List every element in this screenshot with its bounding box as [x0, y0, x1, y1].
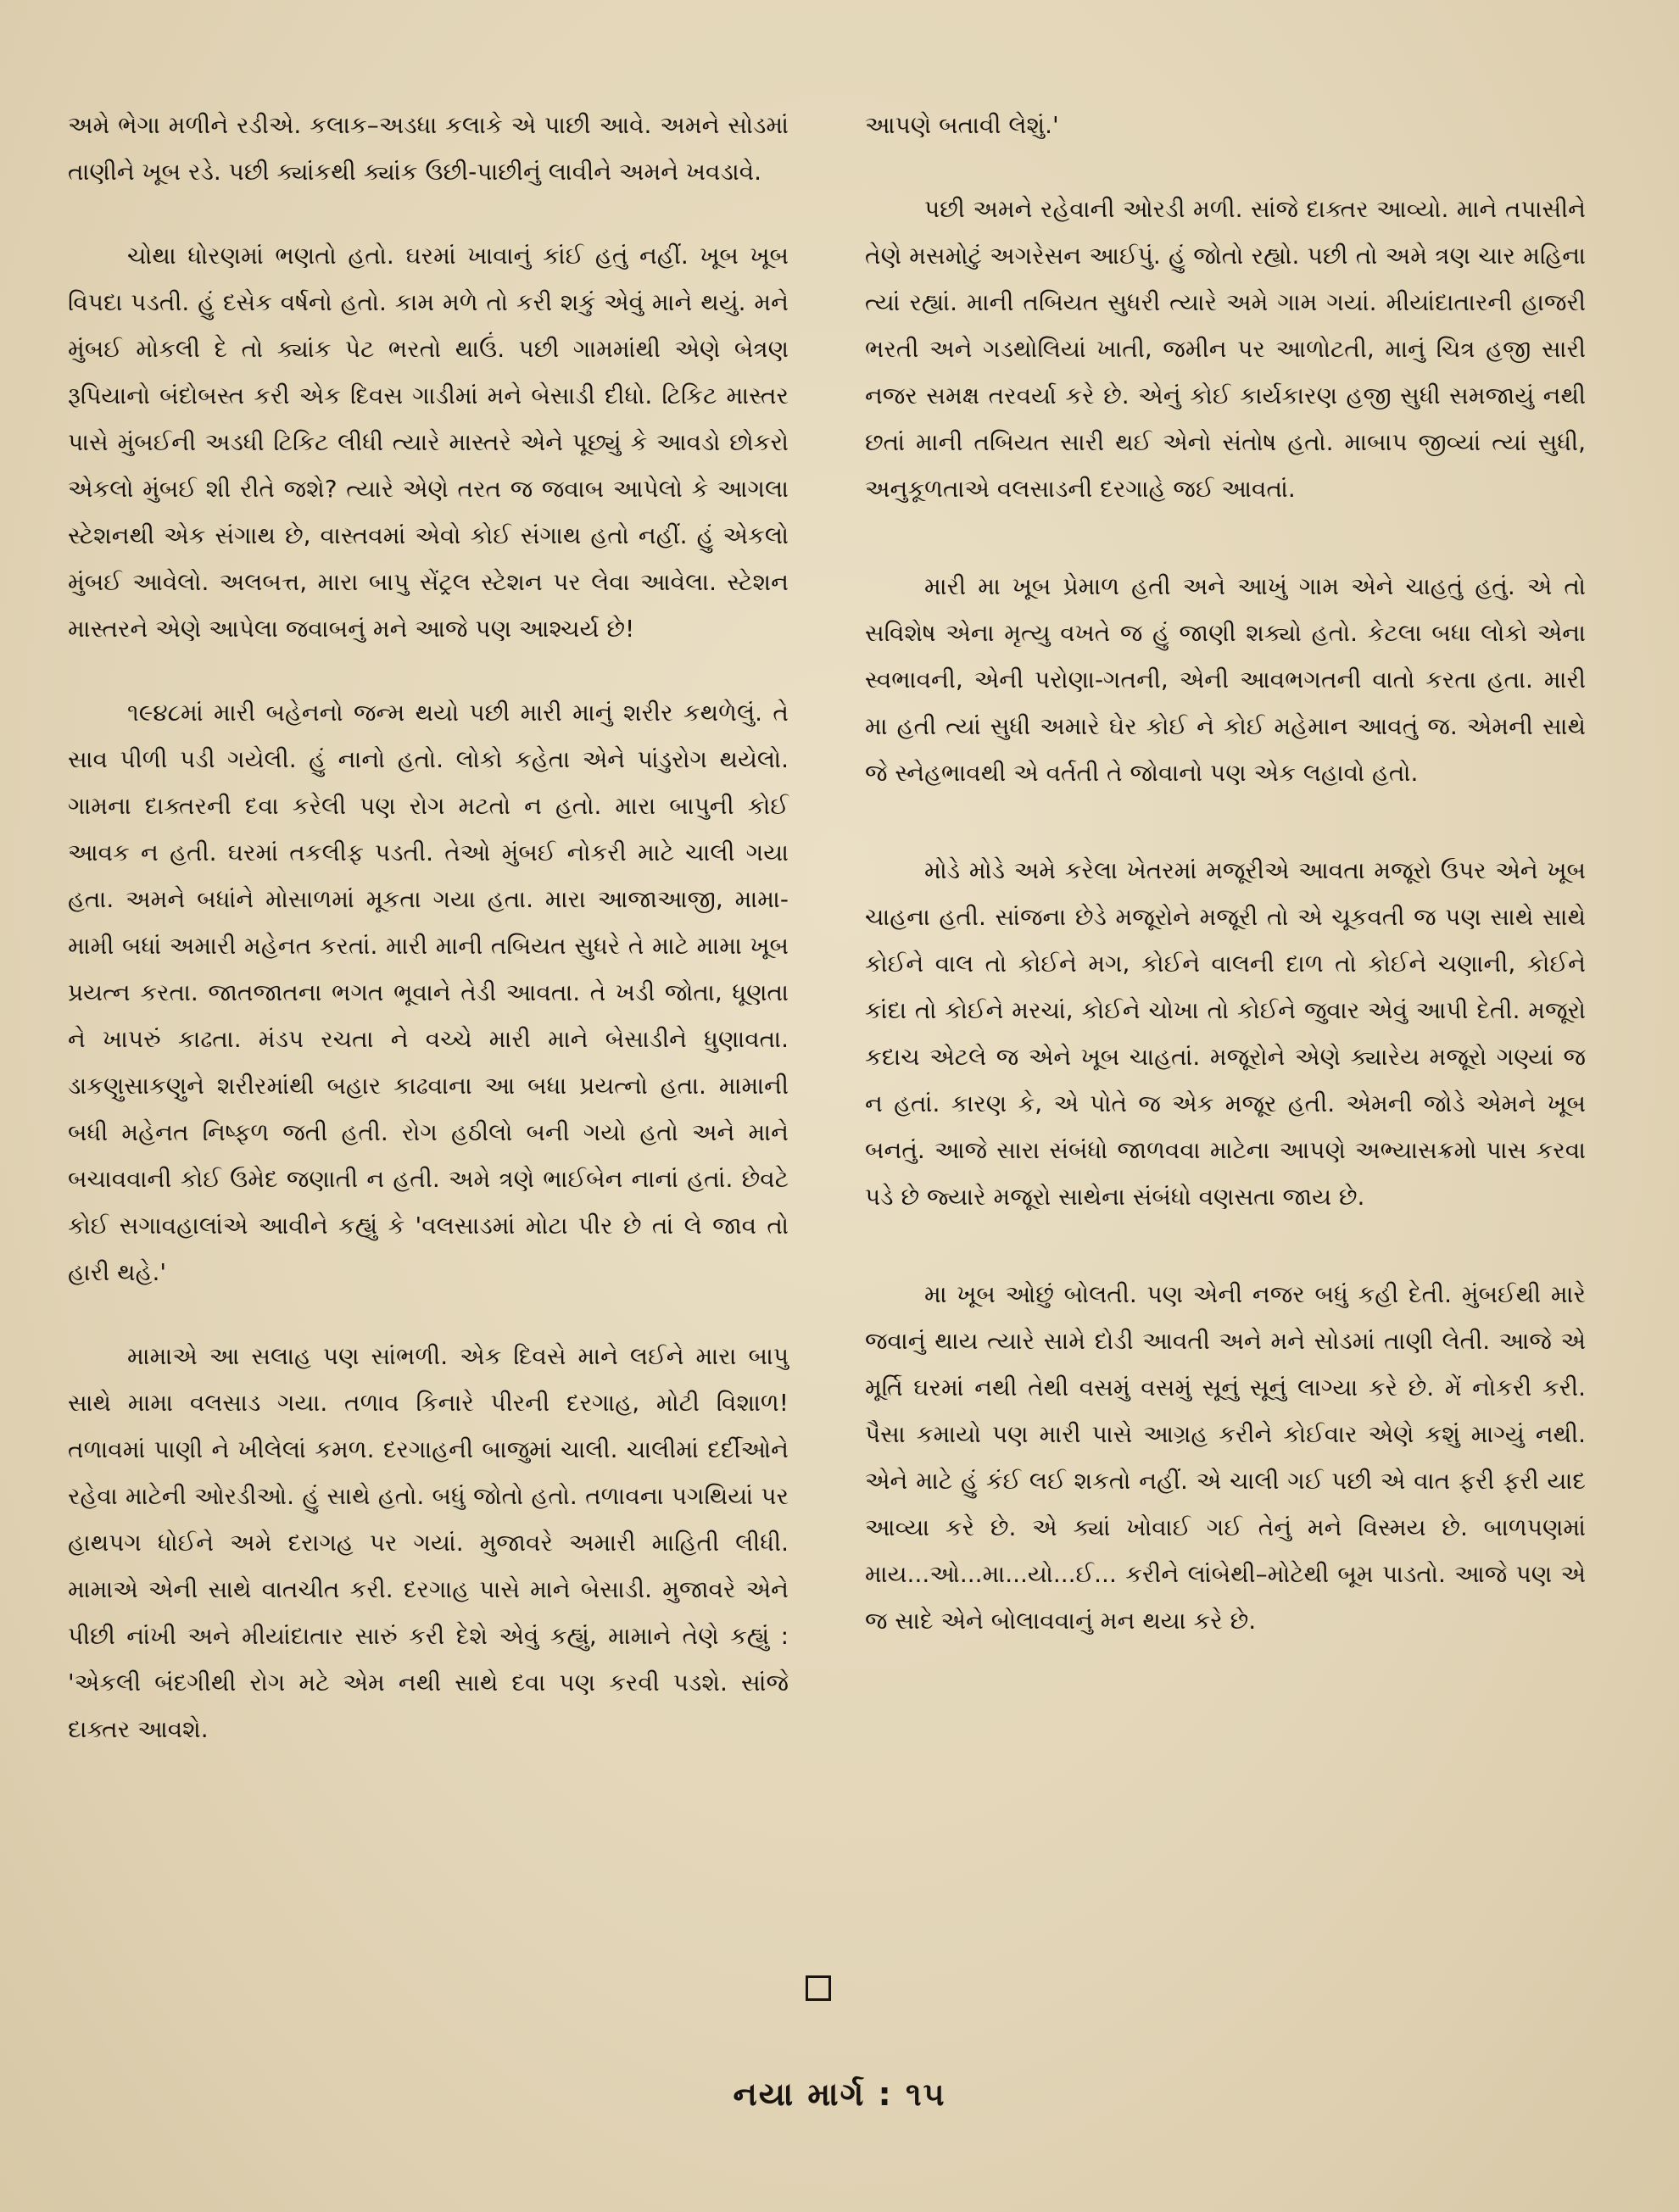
left-column [68, 102, 789, 1790]
left-paragraph-1: અમે ભેગા મળીને રડીએ. કલાક–અડધા કલાકે એ પાછી આવે. અમને સોડમાં તાણીને ખૂબ રડે. પછી ક્યાંકથી ક્યાંક ઉછી-પાછીનું લાવીને અમને ખવડાવે. [68, 111, 789, 186]
right-paragraph-4: મોડે મોડે અમે કરેલા ખેતરમાં મજૂરીએ આવતા મજૂરો ઉપર એને ખૂબ ચાહના હતી. સાંજના છેડે મજૂરોને મજૂરી તો એ ચૂકવતી જ પણ સાથે સાથે કોઈને વાલ તો કોઈને મગ, કોઈને વાલની દાળ તો કોઈને ચણાની, કોઈને કાંદા તો કોઈને મરચાં, કોઈને ચોખા તો કોઈને જુવાર એવું આપી દેતી. મજૂરો કદાચ એટલે જ એને ખૂબ ચાહતાં. મજૂરોને એણે ક્યારેય મજૂરો ગણ્યાં જ ન હતાં. કારણ કે, એ પોતે જ એક મજૂર હતી. એમની જોડે એમને ખૂબ બનતું. આજે સારા સંબંધો જાળવવા માટેના આપણે અભ્યાસક્રમો પાસ કરવા પડે છે જ્યારે મજૂરો સાથેના સંબંધો વણસતા જાય છે. [865, 856, 1586, 1211]
right-paragraph-1: આપણે બતાવી લેશું.' [865, 111, 1059, 139]
left-paragraph-3: ૧૯૪૮માં મારી બહેનનો જન્મ થયો પછી મારી માનું શરીર કથળેલું. તે સાવ પીળી પડી ગયેલી. હું નાનો હતો. લોકો કહેતા એને પાંડુરોગ થયેલો. ગામના દાક્તરની દવા કરેલી પણ રોગ મટતો ન હતો. મારા બાપુની કોઈ આવક ન હતી. ઘરમાં તકલીફ પડતી. તેઓ મુંબઈ નોકરી માટે ચાલી ગયા હતા. અમને બધાંને મોસાળમાં મૂકતા ગયા હતા. મારા આજાઆજી, મામા-મામી બધાં અમારી મહેનત કરતાં. મારી માની તબિયત સુધરે તે માટે મામા ખૂબ પ્રયત્ન કરતા. જાતજાતના ભગત ભૂવાને તેડી આવતા. તે ખડી જોતા, ધૂણતા ને ખાપરું કાઢતા. મંડપ રચતા ને વચ્ચે મારી માને બેસાડીને ધુણાવતા. ડાકણુસાકણુને શરીરમાંથી બહાર કાઢવાના આ બધા પ્રયત્નો હતા. મામાની બધી મહેનત નિષ્ફળ જતી હતી. રોગ હઠીલો બની ગયો હતો અને માને બચાવવાની કોઈ ઉમેદ જણાતી ન હતી. અમે ત્રણે ભાઈબેન નાનાં હતાં. છેવટે કોઈ સગાવહાલાંએ આવીને કહ્યું કે 'વલસાડમાં મોટા પીર છે તાં લે જાવ તો હારી થહે.' [68, 699, 789, 1286]
page-footer: નયા માર્ગ : ૧૫ [733, 2075, 946, 2113]
right-paragraph-2: પછી અમને રહેવાની ઓરડી મળી. સાંજે દાક્તર આવ્યો. માને તપાસીને તેણે મસમોટું અગરેસન આઈપું. હું જોતો રહ્યો. પછી તો અમે ત્રણ ચાર મહિના ત્યાં રહ્યાં. માની તબિયત સુધરી ત્યારે અમે ગામ ગયાં. મીયાંદાતારની હાજરી ભરતી અને ગડથોલિયાં ખાતી, જમીન પર આળોટતી, માનું ચિત્ર હજી સારી નજર સમક્ષ તરવર્યા કરે છે. એનું કોઈ કાર્યકારણ હજી સુધી સમજાયું નથી છતાં માની તબિયત સારી થઈ એનો સંતોષ હતો. માબાપ જીવ્યાં ત્યાં સુધી, અનુકૂળતાએ વલસાડની દરગાહે જઈ આવતાં. [865, 195, 1586, 503]
right-paragraph-3: મારી મા ખૂબ પ્રેમાળ હતી અને આખું ગામ એને ચાહતું હતું. એ તો સવિશેષ એના મૃત્યુ વખતે જ હું જાણી શક્યો હતો. કેટલા બધા લોકો એના સ્વભાવની, એની પરોણા-ગતની, એની આવભગતની વાતો કરતા હતા. મારી મા હતી ત્યાં સુધી અમારે ઘેર કોઈ ને કોઈ મહેમાન આવતું જ. એમની સાથે જે સ્નેહભાવથી એ વર્તતી તે જોવાનો પણ એક લહાવો હતો. [865, 572, 1586, 787]
right-column [865, 102, 1586, 1681]
right-paragraph-5: મા ખૂબ ઓછું બોલતી. પણ એની નજર બધું કહી દેતી. મુંબઈથી મારે જવાનું થાય ત્યારે સામે દોડી આવતી અને મને સોડમાં તાણી લેતી. આજે એ મૂર્તિ ઘરમાં નથી તેથી વસમું વસમું સૂનું સૂનું લાગ્યા કરે છે. મેં નોકરી કરી. પૈસા કમાયો પણ મારી પાસે આગ્રહ કરીને કોઈવાર એણે કશું માગ્યું નથી. એને માટે હું કંઈ લઈ શકતો નહીં. એ ચાલી ગઈ પછી એ વાત ફરી ફરી યાદ આવ્યા કરે છે. એ ક્યાં ખોવાઈ ગઈ તેનું મને વિસ્મય છે. બાળપણમાં માય...ઓ...મા...યો...ઈ... કરીને લાંબેથી–મોટેથી બૂમ પાડતો. આજે પણ એ જ સાદે એને બોલાવવાનું મન થયા કરે છે. [865, 1280, 1586, 1635]
left-paragraph-2: ચોથા ધોરણમાં ભણતો હતો. ઘરમાં ખાવાનું કાંઈ હતું નહીં. ખૂબ ખૂબ વિપદા પડતી. હું દસેક વર્ષનો હતો. કામ મળે તો કરી શકું એવું માને થયું. મને મુંબઈ મોકલી દે તો ક્યાંક પેટ ભરતો થાઉં. પછી ગામમાંથી એણે બેત્રણ રૂપિયાનો બંદોબસ્ત કરી એક દિવસ ગાડીમાં મને બેસાડી દીધો. ટિકિટ માસ્તર પાસે મુંબઈની અડધી ટિકિટ લીધી ત્યારે માસ્તરે એને પૂછ્યું કે આવડો છોકરો એકલો મુંબઈ શી રીતે જશે? ત્યારે એણે તરત જ જવાબ આપેલો કે આગલા સ્ટેશનથી એક સંગાથ છે, વાસ્તવમાં એવો કોઈ સંગાથ હતો નહીં. હું એકલો મુંબઈ આવેલો. અલબત્ત, મારા બાપુ સેંટ્રલ સ્ટેશન પર લેવા આવેલા. સ્ટેશન માસ્તરને એણે આપેલા જવાબનું મને આજે પણ આશ્ચર્ય છે! [68, 242, 789, 643]
end-mark-square [806, 1975, 831, 2001]
left-paragraph-4: મામાએ આ સલાહ પણ સાંભળી. એક દિવસે માને લઈને મારા બાપુ સાથે મામા વલસાડ ગયા. તળાવ કિનારે પીરની દરગાહ, મોટી વિશાળ! તળાવમાં પાણી ને ખીલેલાં કમળ. દરગાહની બાજુમાં ચાલી. ચાલીમાં દર્દીઓને રહેવા માટેની ઓરડીઓ. હું સાથે હતો. બધું જોતો હતો. તળાવના પગથિયાં પર હાથપગ ધોઈને અમે દરાગહ પર ગયાં. મુજાવરે અમારી માહિતી લીધી. મામાએ એની સાથે વાતચીત કરી. દરગાહ પાસે માને બેસાડી. મુજાવરે એને પીછી નાંખી અને મીયાંદાતાર સારું કરી દેશે એવું કહ્યું, મામાને તેણે કહ્યું : 'એકલી બંદગીથી રોગ મટે એમ નથી સાથે દવા પણ કરવી પડશે. સાંજે દાક્તર આવશે. [68, 1342, 789, 1743]
